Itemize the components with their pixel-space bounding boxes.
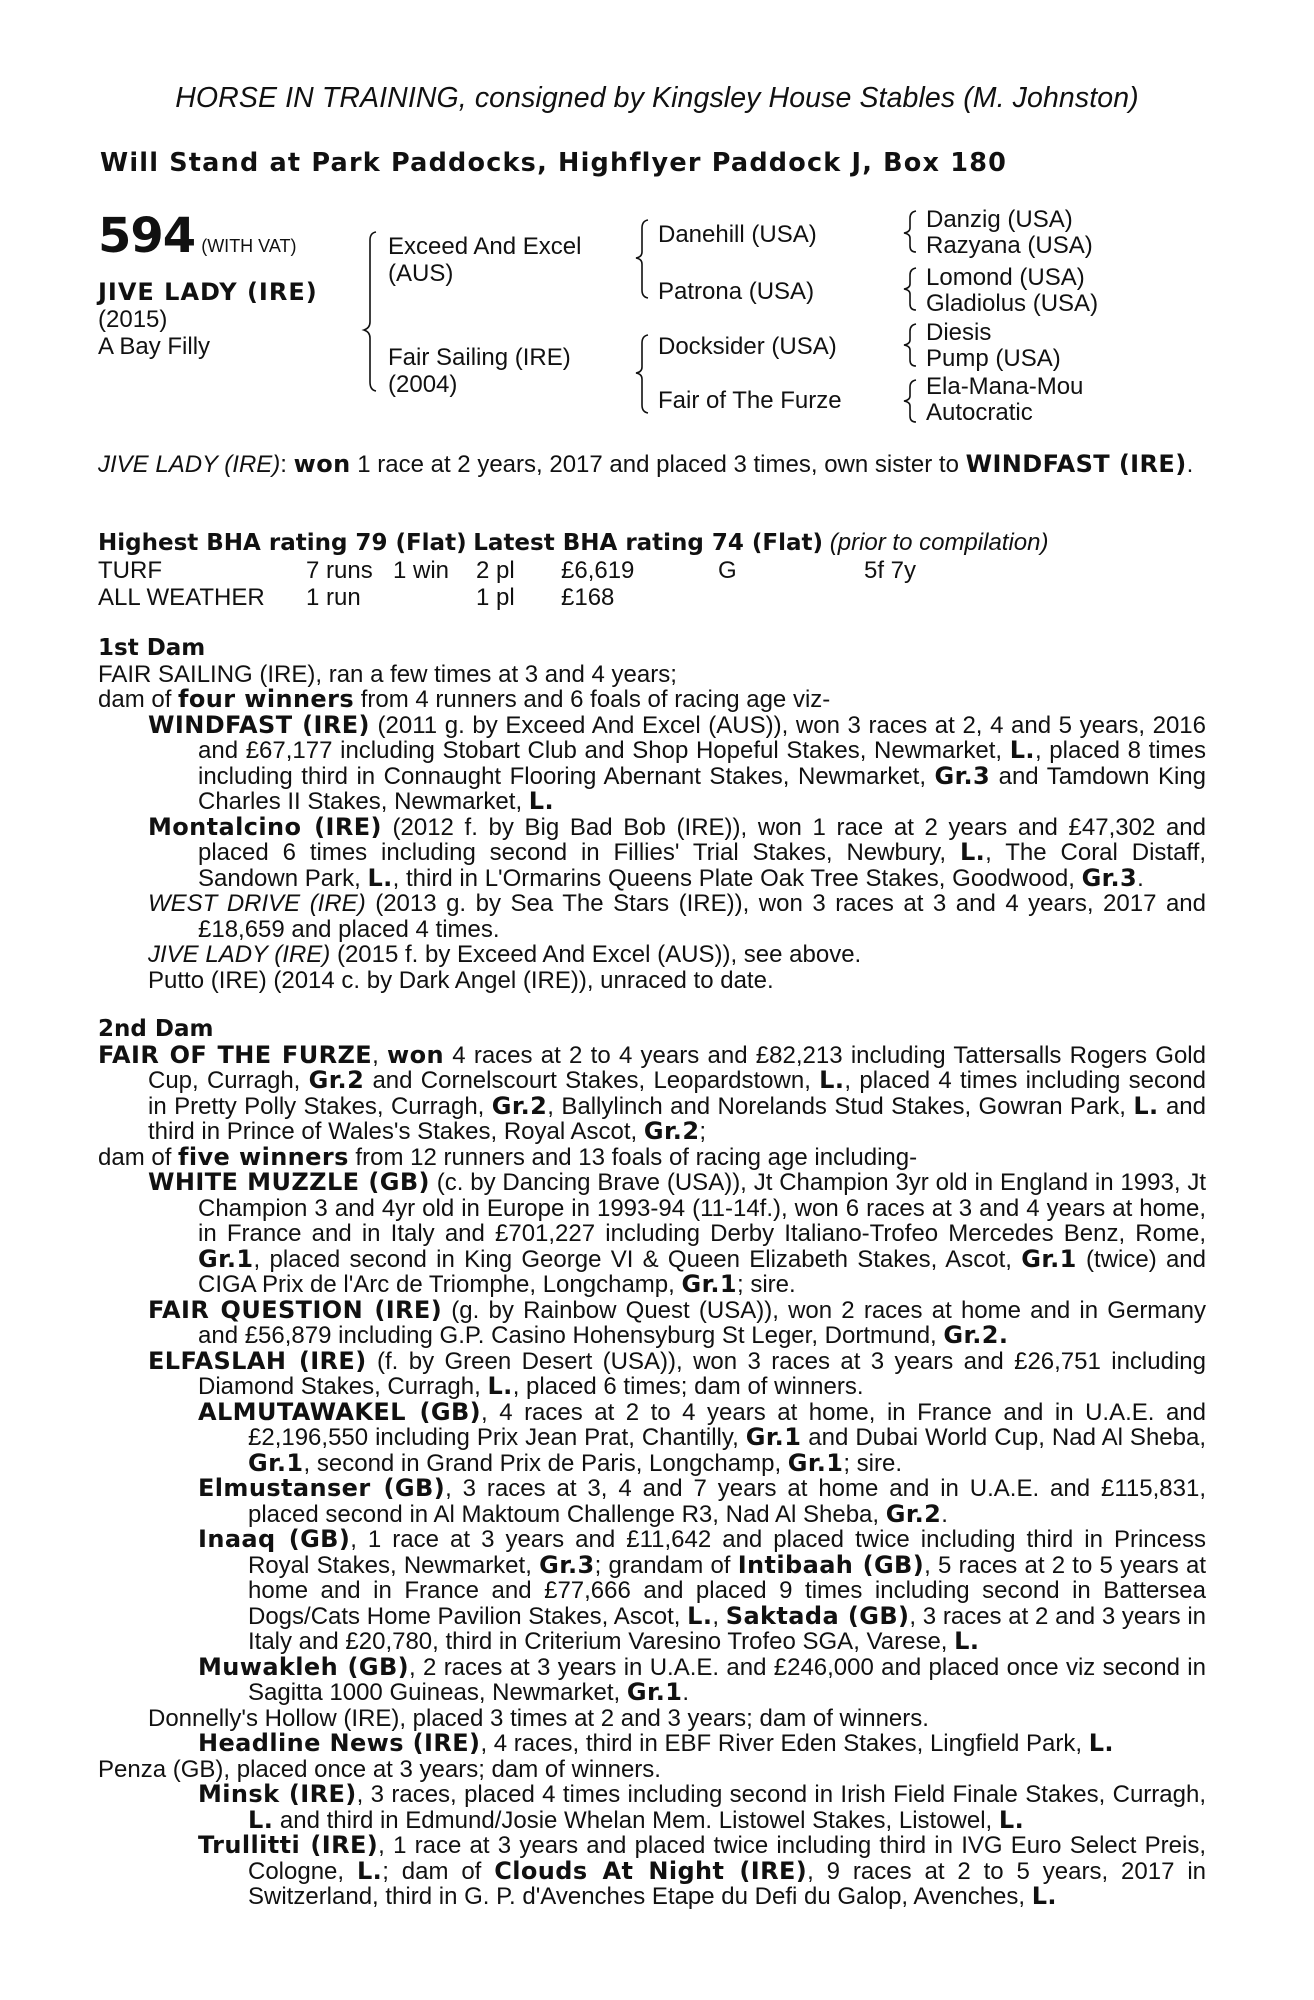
rating-note: (prior to compilation) xyxy=(829,529,1049,556)
produce-putto: Putto (IRE) (2014 c. by Dark Angel (IRE)), unraced to date. xyxy=(148,966,774,994)
aw-runs: 1 run xyxy=(306,584,361,611)
turf-going: G xyxy=(718,557,737,584)
produce-montalcino: Montalcino (IRE) (2012 f. by Big Bad Bob (IRE)), won 1 race at 2 years and £47,302 and placed 6 times including second in Fillies' Trial Stakes, Newbury, L., The Coral Distaff, Sandown Park, L., third in L'Ormarins Queens Plate Oak Tree Stakes, Goodwood, Gr.3. xyxy=(148,812,1206,892)
pedigree-g3-2: Razyana (USA) xyxy=(926,232,1093,259)
turf-earnings: £6,619 xyxy=(561,557,635,584)
second-dam-produce-line: dam of five winners from 12 runners and 13 foals of racing age including- xyxy=(98,1142,918,1171)
turf-placed: 2 pl xyxy=(476,557,515,584)
pedigree-g3-5: Diesis xyxy=(926,319,992,346)
horse-description: A Bay Filly xyxy=(98,333,211,360)
produce-penza: Penza (GB), placed once at 3 years; dam of winners. xyxy=(98,1755,661,1783)
summary-text: 1 race at 2 years, 2017 and placed 3 times, own sister to xyxy=(350,451,966,478)
turf-label: TURF xyxy=(98,557,162,584)
aw-earnings: £168 xyxy=(561,584,615,611)
race-summary: JIVE LADY (IRE): won 1 race at 2 years, 2017 and placed 3 times, own sister to WINDFAST (IRE). xyxy=(98,450,1194,478)
produce-fair-question: FAIR QUESTION (IRE) (g. by Rainbow Quest (USA)), won 2 races at home and in Germany and £56,879 including G.P. Casino Hohensyburg St Leger, Dortmund, Gr.2. xyxy=(148,1295,1206,1349)
pedigree-dam: Fair Sailing (IRE) (2004) xyxy=(388,344,571,398)
produce-trullitti: Trullitti (IRE), 1 race at 3 years and placed twice including third in IVG Euro Select Preis, Cologne, L.; dam of Clouds At Night (IRE), 9 races at 2 to 5 years, 2017 in Switzerland, third in G. P. d'Avenches Etape du Defi du Galop, Avenches, L. xyxy=(198,1831,1206,1910)
pedigree-g3-3: Lomond (USA) xyxy=(926,264,1085,291)
consignor-heading: HORSE IN TRAINING, consigned by Kingsley House Stables (M. Johnston) xyxy=(175,82,1139,114)
turf-wins: 1 win xyxy=(393,557,450,584)
rating-latest: Latest BHA rating 74 (Flat) xyxy=(473,530,824,556)
pedigree-brackets xyxy=(0,0,1314,440)
pedigree-g3-1: Danzig (USA) xyxy=(926,206,1073,233)
produce-white-muzzle: WHITE MUZZLE (GB) (c. by Dancing Brave (USA)), Jt Champion 3yr old in England in 1993, Jt Champion 3 and 4yr old in Europe in 1993-94 (11-14f.), won 6 races at 3 and 4 years at home, in France and in Italy and £701,227 including Derby Italiano-Trofeo Mercedes Benz, Rome, Gr.1, placed second in King George VI & Queen Elizabeth Stakes, Ascot, Gr.1 (twice) and CIGA Prix de l'Arc de Triomphe, Longchamp, Gr.1; sire. xyxy=(148,1168,1206,1298)
lot-vat: (WITH VAT) xyxy=(201,236,297,256)
ratings-heading xyxy=(98,530,1206,557)
produce-jive-lady: JIVE LADY (IRE) (2015 f. by Exceed And Excel (AUS)), see above. xyxy=(148,941,862,968)
produce-donnellys-hollow: Donnelly's Hollow (IRE), placed 3 times at 2 and 3 years; dam of winners. xyxy=(148,1704,929,1732)
horse-name: JIVE LADY (IRE) xyxy=(98,278,318,306)
first-dam-line: FAIR SAILING (IRE), ran a few times at 3 and 4 years; xyxy=(98,660,677,688)
lot-number: 594 xyxy=(98,208,196,264)
produce-elmustanser: Elmustanser (GB), 3 races at 3, 4 and 7 years at home and in U.A.E. and £115,831, placed second in Al Maktoum Challenge R3, Nad Al Sheba, Gr.2. xyxy=(198,1474,1206,1528)
pedigree-sire-dam: Patrona (USA) xyxy=(658,278,815,305)
produce-inaaq: Inaaq (GB), 1 race at 3 years and £11,642 and placed twice including third in Princess Royal Stakes, Newmarket, Gr.3; grandam of Intibaah (GB), 5 races at 2 to 5 years at home and in France and £77,666 and placed 9 times including second in Battersea Dogs/Cats Home Pavilion Stakes, Ascot, L., Saktada (GB), 3 races at 2 and 3 years in Italy and £20,780, third in Criterium Varesino Trofeo SGA, Varese, L. xyxy=(198,1525,1207,1655)
produce-headline-news: Headline News (IRE), 4 races, third in EBF River Eden Stakes, Lingfield Park, L. xyxy=(198,1729,1114,1757)
second-dam-record: FAIR OF THE FURZE, won 4 races at 2 to 4 years and £82,213 including Tattersalls Rogers Gold Cup, Curragh, Gr.2 and Cornelscourt Stakes, Leopardstown, L., placed 4 times including second in Pretty Polly Stakes, Curragh, Gr.2, Ballylinch and Norelands Stud Stakes, Gowran Park, L. and third in Prince of Wales's Stakes, Royal Ascot, Gr.2; xyxy=(98,1040,1207,1145)
aw-label: ALL WEATHER xyxy=(98,584,265,611)
produce-minsk: Minsk (IRE), 3 races, placed 4 times including second in Irish Field Finale Stakes, Curragh, L. and third in Edmund/Josie Whelan Mem. Listowel Stakes, Listowel, L. xyxy=(198,1780,1206,1834)
summary-sister: WINDFAST (IRE) xyxy=(965,450,1187,478)
pedigree-sire: Exceed And Excel (AUS) xyxy=(388,233,582,287)
first-dam-section xyxy=(98,636,1206,993)
turf-distance: 5f 7y xyxy=(864,557,917,584)
pedigree-g3-8: Autocratic xyxy=(926,399,1033,426)
location-heading: Will Stand at Park Paddocks, Highflyer Paddock J, Box 180 xyxy=(100,148,1008,178)
produce-muwakleh: Muwakleh (GB), 2 races at 3 years in U.A.E. and £246,000 and placed once viz second in Sagitta 1000 Guineas, Newmarket, Gr.1. xyxy=(198,1652,1206,1706)
pedigree-dam-dam: Fair of The Furze xyxy=(658,387,842,414)
pedigree-dam-sire: Docksider (USA) xyxy=(658,333,837,360)
pedigree-g3-6: Pump (USA) xyxy=(926,345,1061,372)
rating-highest: Highest BHA rating 79 (Flat) xyxy=(98,530,467,556)
produce-elfaslah: ELFASLAH (IRE) (f. by Green Desert (USA)), won 3 races at 3 years and £26,751 including Diamond Stakes, Curragh, L., placed 6 times; dam of winners. xyxy=(148,1346,1206,1400)
summary-horse-name: JIVE LADY (IRE) xyxy=(98,451,281,478)
pedigree-g3-7: Ela-Mana-Mou xyxy=(926,373,1084,400)
turf-runs: 7 runs xyxy=(306,557,373,584)
summary-won: won xyxy=(293,450,351,478)
horse-year: (2015) xyxy=(98,306,168,333)
first-dam-produce-line: dam of four winners from 4 runners and 6 foals of racing age viz- xyxy=(98,685,831,713)
pedigree-sire-sire: Danehill (USA) xyxy=(658,221,817,248)
second-dam-heading: 2nd Dam xyxy=(98,1016,214,1042)
first-dam-heading: 1st Dam xyxy=(98,635,206,661)
produce-almutawakel: ALMUTAWAKEL (GB), 4 races at 2 to 4 years at home, in France and in U.A.E. and £2,196,550 including Prix Jean Prat, Chantilly, Gr.1 and Dubai World Cup, Nad Al Sheba, Gr.1, second in Grand Prix de Paris, Longchamp, Gr.1; sire. xyxy=(198,1397,1207,1477)
produce-windfast: WINDFAST (IRE) (2011 g. by Exceed And Excel (AUS)), won 3 races at 2, 4 and 5 years, 2016 and £67,177 including Stobart Club and Shop Hopeful Stakes, Newmarket, L., placed 8 times including third in Connaught Flooring Abernant Stakes, Newmarket, Gr.3 and Tamdown King Charles II Stakes, Newmarket, L. xyxy=(148,710,1207,815)
aw-placed: 1 pl xyxy=(476,584,515,611)
second-dam-section xyxy=(98,1017,1206,1910)
pedigree-g3-4: Gladiolus (USA) xyxy=(926,290,1099,317)
produce-west-drive: WEST DRIVE (IRE) (2013 g. by Sea The Stars (IRE)), won 3 races at 3 and 4 years, 2017 and £18,659 and placed 4 times. xyxy=(148,890,1206,943)
